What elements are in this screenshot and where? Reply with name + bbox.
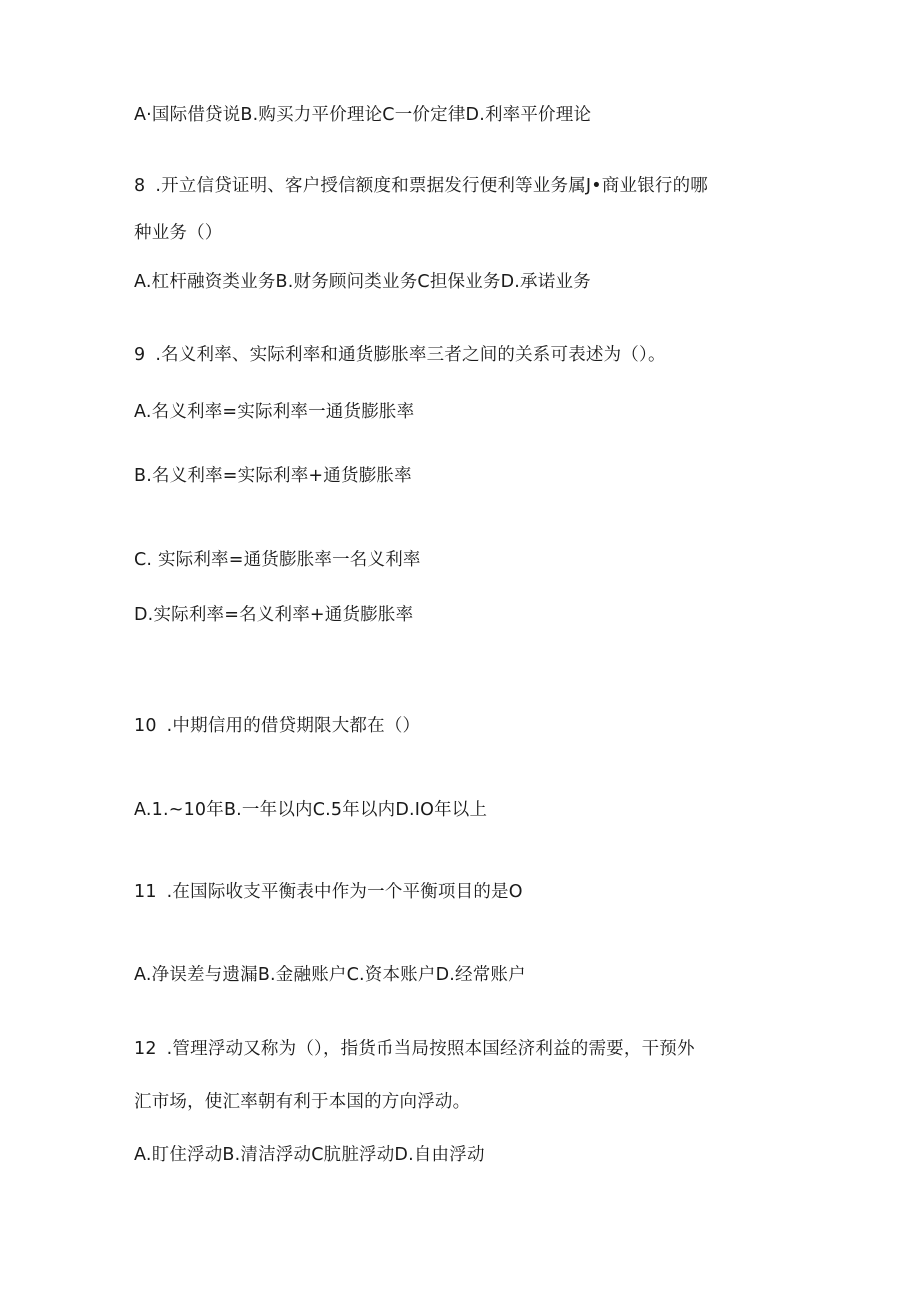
q8-stem-continued [134,221,223,245]
q8-stem [134,174,708,198]
line-text: .名义利率、实际利率和通货膨胀率三者之间的关系可表述为（）。 [155,345,666,365]
line-text: D.实际利率=名义利率+通货膨胀率 [134,605,414,625]
q9-stem [134,343,666,367]
line-text: A.1.~10年B.一年以内C.5年以内D.IO年以上 [134,800,488,820]
q11-stem [134,880,523,904]
q9-option-d [134,603,413,627]
line-text: .管理浮动又称为（），指货币当局按照本国经济利益的需要，干预外 [166,1039,695,1059]
line-text: A.名义利率=实际利率一通货膨胀率 [134,402,415,422]
line-text: A.盯住浮动B.清洁浮动C肮脏浮动D.自由浮动 [134,1145,485,1165]
question-number: 9 [134,345,146,365]
q8-options [134,270,591,294]
q9-option-b [134,464,412,488]
line-text: A·国际借贷说B.购买力平价理论C一价定律D.利率平价理论 [134,105,592,125]
q10-options [134,798,487,822]
line-text: 汇市场，使汇率朝有利于本国的方向浮动。 [134,1092,471,1112]
line-text: .开立信贷证明、客户授信额度和票据发行便利等业务属J•商业银行的哪 [155,176,708,196]
q9-option-c [134,548,421,572]
q11-options [134,963,526,987]
q12-stem [134,1037,695,1061]
q10-stem [134,714,420,738]
q12-options [134,1143,485,1167]
line-text: A.净误差与遗漏B.金融账户C.资本账户D.经常账户 [134,965,526,985]
line-text: .中期信用的借贷期限大都在（） [166,716,421,736]
question-number: 11 [134,882,157,902]
line-text: B.名义利率=实际利率+通货膨胀率 [134,466,412,486]
line-text: C. 实际利率=通货膨胀率一名义利率 [134,550,421,570]
question-number: 12 [134,1039,157,1059]
q7-options [134,103,591,127]
q12-stem-continued [134,1090,470,1114]
question-number: 10 [134,716,157,736]
question-number: 8 [134,176,146,196]
line-text: A.杠杆融资类业务B.财务顾问类业务C担保业务D.承诺业务 [134,272,591,292]
q9-option-a [134,400,414,424]
line-text: .在国际收支平衡表中作为一个平衡项目的是O [166,882,523,902]
line-text: 种业务（） [134,223,223,243]
